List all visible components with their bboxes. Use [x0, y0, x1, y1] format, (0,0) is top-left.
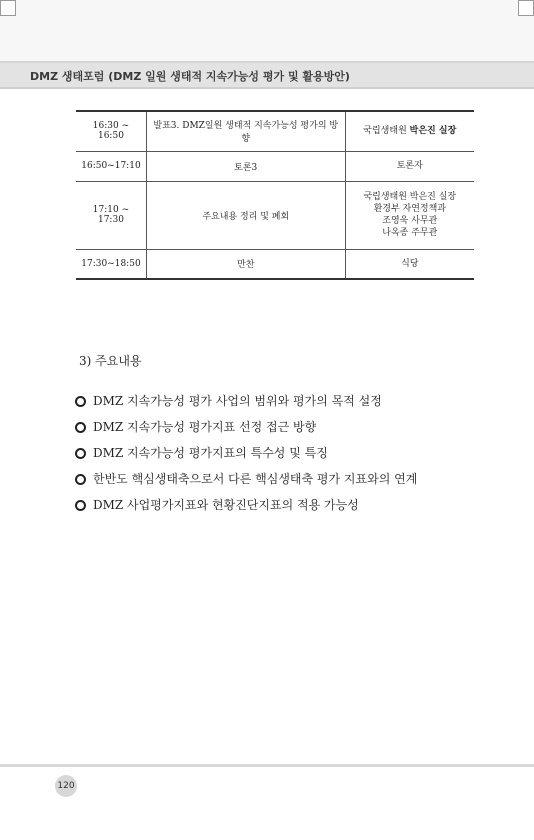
top-margin-band: [0, 0, 534, 62]
running-header-title: DMZ 생태포럼 (DMZ 일원 생태적 지속가능성 평가 및 활용방안): [30, 70, 350, 83]
circle-bullet-icon: [75, 500, 86, 511]
list-item: [75, 492, 417, 518]
list-item: [75, 414, 417, 440]
list-item: [75, 388, 417, 414]
table-row: [76, 181, 474, 249]
list-item-text: DMZ 지속가능성 평가지표 선정 접근 방향: [93, 420, 317, 434]
program-cell: 발표3. DMZ일원 생태적 지속가능성 평가의 방향: [146, 111, 345, 151]
program-cell: 주요내용 정리 및 폐회: [146, 181, 345, 249]
crop-mark-right: [518, 0, 534, 16]
person-line: 나옥종 주무관: [382, 228, 438, 238]
time-cell: 17:10 ~ 17:30: [76, 181, 146, 249]
list-item-text: DMZ 지속가능성 평가 사업의 범위와 평가의 목적 설정: [93, 394, 382, 408]
section-title: 3) 주요내용: [79, 354, 142, 368]
circle-bullet-icon: [75, 474, 86, 485]
list-item: [75, 466, 417, 492]
program-cell: 토론3: [146, 151, 345, 181]
list-item-text: DMZ 지속가능성 평가지표의 특수성 및 특징: [93, 446, 328, 460]
content-bullet-list: [75, 388, 417, 518]
table-row: [76, 111, 474, 151]
page-number: 120: [55, 775, 77, 797]
footer-rule: [0, 764, 534, 767]
list-item: [75, 440, 417, 466]
circle-bullet-icon: [75, 422, 86, 433]
time-cell: 16:30 ~ 16:50: [76, 111, 146, 151]
time-cell: 16:50~17:10: [76, 151, 146, 181]
circle-bullet-icon: [75, 448, 86, 459]
person-cell: 식당: [345, 249, 474, 279]
crop-mark-left: [0, 0, 16, 16]
person-cell: [345, 111, 474, 151]
program-cell: 만찬: [146, 249, 345, 279]
running-header: [0, 63, 534, 89]
person-line: 환경부 자연정책과: [373, 204, 446, 214]
person-line: 조영욱 사무관: [382, 216, 438, 226]
person-cell: [345, 181, 474, 249]
person-org: 국립생태원: [363, 126, 407, 137]
person-line: 국립생태원 박은진 실장: [363, 192, 457, 202]
person-cell: 토론자: [345, 151, 474, 181]
time-cell: 17:30~18:50: [76, 249, 146, 279]
list-item-text: 한반도 핵심생태축으로서 다른 핵심생태축 평가 지표와의 연계: [93, 472, 418, 486]
table-row: [76, 249, 474, 279]
schedule-table: [76, 110, 474, 280]
list-item-text: DMZ 사업평가지표와 현황진단지표의 적용 가능성: [93, 498, 359, 512]
circle-bullet-icon: [75, 396, 86, 407]
table-row: [76, 151, 474, 181]
person-name: 박은진 실장: [409, 126, 457, 137]
